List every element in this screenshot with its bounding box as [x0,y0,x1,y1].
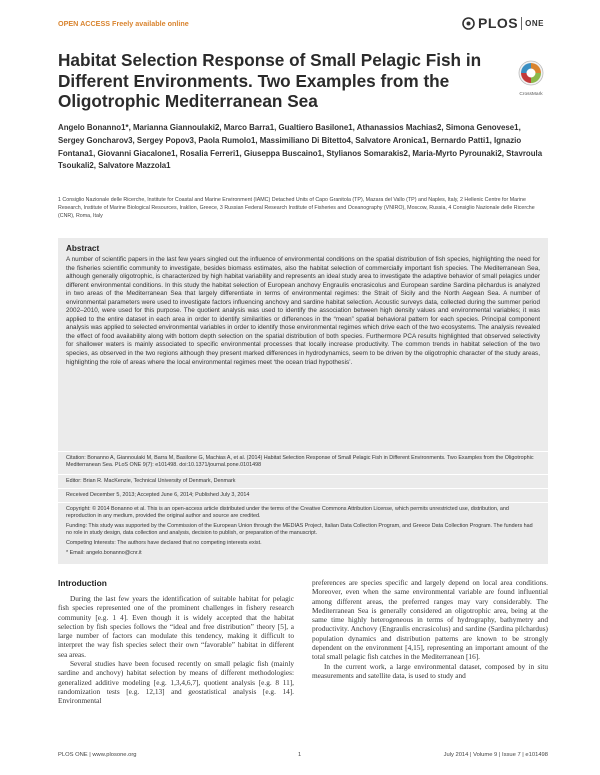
abstract-divider [58,451,548,452]
body-paragraph: In the current work, a large environmental dataset, composed by in situ measurements and satellite data, is used to study and [312,661,548,680]
crossmark-label: CrossMark [519,92,543,97]
email[interactable]: * Email: angelo.bonanno@cnr.it [66,550,142,556]
affiliations: 1 Consiglio Nazionale delle Ricerche, Institute for Coastal and Marine Environment (IAMC) Detached Units of Capo Granitola (TP), Mazara del Vallo (TP) and Naples, Italy, 2 Hellenic Centre for Marine Research, Institute of Marine Biological Resources, Iraklion, Greece, 3 Russian Federal Research Institute of Fisheries and Oceanography (VNIRO), Moscow, Russia, 4 Consiglio Nazionale delle Ricerche (CNR), Roma, Italy [58,197,535,219]
citation-divider [58,474,548,475]
author-list: Angelo Bonanno1*, Marianna Giannoulaki2, Marco Barra1, Gualtiero Basilone1, Athanassios Machias2, Simona Genovese1, Sergey Goncharov3, Sergey Popov3, Paola Rumolo1, Massimiliano Di Bitetto4, Salvatore Aronica1, Bernardo Patti1, Ignazio Fontana1, Giovanni Giacalone1, Rosalia Ferreri1, Giuseppa Buscaino1, Stylianos Somarakis2, Maria-Myrto Pyrounaki2, Stavroula Tsoukali2, Salvatore Mazzola1 [58,123,543,171]
page-header [58,14,544,34]
funding: Funding: This study was supported by the Commission of the European Union through the MEDIAS Project, Italian Data Collection Program, and Greece Data Collection Program. The funders had no role in study design, data collection and analysis, decision to publish, or preparation of the manuscript. [66,523,533,537]
crossmark-icon [518,60,544,86]
editor: Editor: Brian R. MacKenzie, Technical University of Denmark, Denmark [66,478,236,484]
dates: Received December 5, 2013; Accepted June 6, 2014; Published July 3, 2014 [66,492,250,498]
footer-journal[interactable]: PLOS ONE | www.plosone.org [58,752,137,758]
body-column-right [312,578,548,680]
journal-sub: ONE [525,18,544,28]
competing-interests: Competing Interests: The authors have declared that no competing interests exist. [66,540,262,546]
body-paragraph: Several studies have been focused recently on small pelagic fish (mainly sardine and anchovy) habitat selection by means of different methodologies: generalized additive modeling [e.g. 1,3,4,6,7], quotient analysis [e.g. 8 11], randomization tests [e.g. 12,13] and geostatistical analysis [e.g. 14]. Environmental [58,659,294,706]
footer-issue: July 2014 | Volume 9 | Issue 7 | e101498 [443,752,548,758]
abstract-text: A number of scientific papers in the last few years singled out the influence of environmental conditions on the spatial distribution of fish species, highlighting the need for the fisheries scientific community to investigate, besides biomass estimates, also the habitat selection of commercially important fish species. The Mediterranean Sea, although generally oligotrophic, is characterized by high habitat variability and represents an ideal study area to investigate the adaptive behavior of small pelagics under different environmental conditions. In this study the habitat selection of European anchovy Engraulis encrasicolus and European sardine Sardina pilchardus is analyzed in two areas of the Mediterranean Sea that largely differentiate in terms of environmental regimes: the Strait of Sicily and the North Aegean Sea. A number of environmental parameters were used to investigate factors influencing anchovy and sardine habitat selection. Acoustic surveys data, collected during the summer period 2002–2010, were used for this purpose. The quotient analysis was used to identify the association between high density values and environmental variables; it was applied to the entire dataset in each area in order to identify similarities or differences in the “mean” spatial behavioral pattern for each species. Principal component analysis was applied to selected environmental variables in order to identify those environmental regimes which drive each of the two ecosystems. The analysis revealed the effect of food availability along with bottom depth selection on the spatial distribution of both species. Furthermore PCA results highlighted that observed selectivity for shallower waters is mainly associated to specific environmental processes that locally increase productivity. The common trends in habitat selection of the two species, as observed in the two regions although they present marked differences in hydrodynamics, seem to be driven by the oligotrophic character of the study areas, highlighting the role of areas where the local environmental regimes meet ‘the ocean triad hypothesis’. [66,256,540,366]
body-column-left [58,594,294,706]
body-paragraph: During the last few years the identification of suitable habitat for pelagic fish species represented one of the prominent challenges in fishery research community [e.g. 1 4]. Even though it is widely accepted that the habitat selection by fish species follows the “ideal and free distribution” theory [5], a large number of factors can modulate this tendency, making it difficult to interpret the way fish species select their own “favorable” habitat in different sea areas. [58,594,294,659]
plos-logo-icon [462,17,475,30]
crossmark-badge[interactable] [514,60,548,97]
abstract-box [58,238,548,564]
citation: Citation: Bonanno A, Giannoulaki M, Barra M, Basilone G, Machias A, et al. (2014) Habitat Selection Response of Small Pelagic Fish in Different Environments. Two Examples from the Oligotrophic Mediterranean Sea. PLoS ONE 9(7): e101498. doi:10.1371/journal.pone.0101498 [66,455,534,469]
open-access-text: OPEN ACCESS Freely available online [58,19,189,28]
editor-divider [58,488,548,489]
copyright: Copyright: © 2014 Bonanno et al. This is an open-access article distributed under the terms of the Creative Commons Attribution License, which permits unrestricted use, distribution, and reproduction in any medium, provided the original author and source are credited. [66,506,509,520]
abstract-section [66,244,540,367]
page-number: 1 [298,752,302,758]
dates-divider [58,502,548,503]
introduction-heading: Introduction [58,578,107,588]
article-title: Habitat Selection Response of Small Pelagic Fish in Different Environments. Two Examples from the Oligotrophic Mediterranean Sea [58,50,482,111]
journal-logo [462,15,544,31]
journal-name: PLOS [478,15,519,31]
abstract-heading: Abstract [66,244,100,253]
logo-divider [521,17,522,30]
body-paragraph: preferences are species specific and largely depend on local area conditions. Moreover, even when the same environmental variable are found influential among different areas, the preferred ranges may vary considerably. The Mediterranean Sea is generally considered an oligotrophic area, being at the same time highly heterogeneous in terms of hydrography, bathymetry and productivity. Anchovy (Engraulis encrasicolus) and sardine (Sardina pilchardus) population dynamics and distribution patterns are known to be strongly dependent on the environment [4,15], representing an important amount of the total small pelagic fish catches in the Mediterranean [16]. [312,578,548,662]
open-access-label [58,19,189,28]
